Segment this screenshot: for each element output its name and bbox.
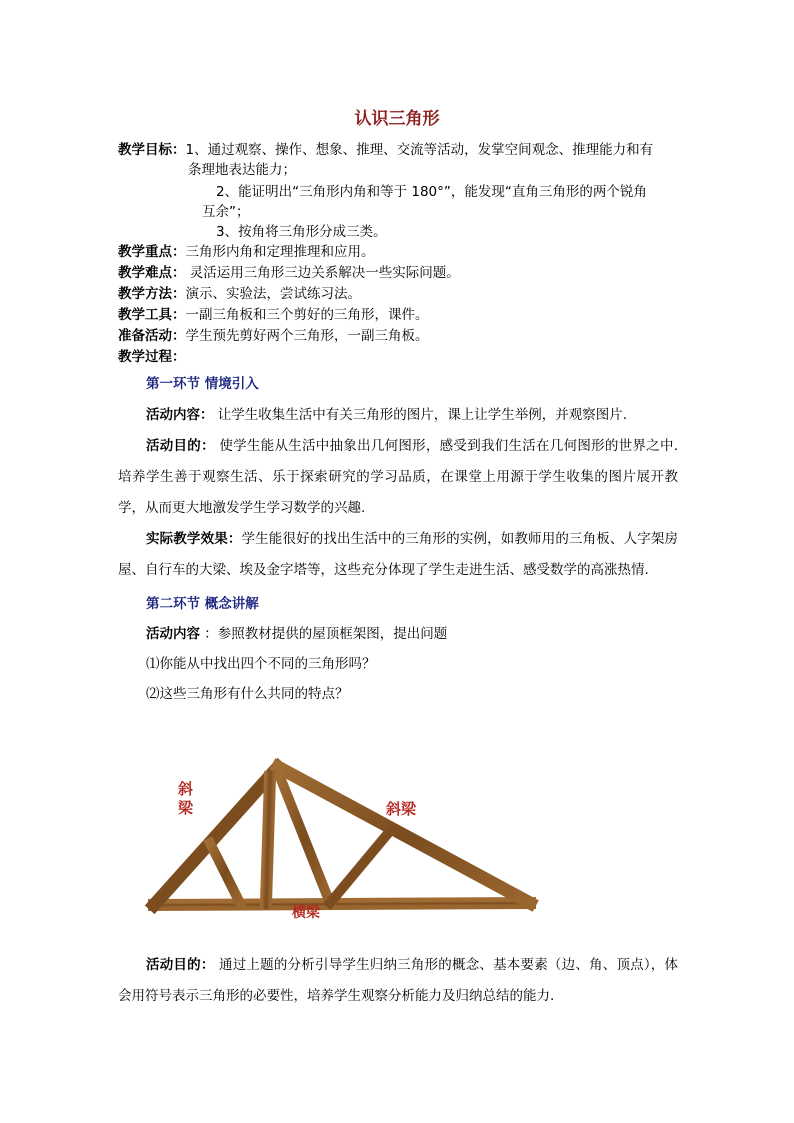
section1-purpose-text: 使学生能从生活中抽象出几何图形，感受到我们生活在几何图形的世界之中. 培养学生善于观察生活、乐于探索研究的学习品质，在课堂上用源于学生收集的图片展开教学，从而更大地激发学生学习数学的兴趣.	[118, 438, 678, 516]
section1-content-text: 让学生收集生活中有关三角形的图片，课上让学生举例，并观察图片.	[213, 407, 628, 423]
key-point	[118, 242, 375, 262]
truss-label-left-2: 梁	[178, 799, 194, 817]
objectives-text-1: 1、通过观察、操作、想象、推理、交流等活动，发掌空间观念、推理能力和有	[185, 142, 654, 158]
prep-label: 准备活动：	[118, 328, 186, 344]
truss-web-4	[330, 831, 390, 903]
section1-purpose	[118, 431, 678, 524]
section2-question-1: ⑴你能从中找出四个不同的三角形吗？	[146, 656, 376, 672]
methods-label: 教学方法：	[118, 286, 186, 302]
truss-web-2	[266, 777, 270, 903]
methods	[118, 284, 361, 304]
objectives-line-1	[118, 140, 653, 160]
objectives-label: 教学目标：	[118, 142, 186, 158]
section1-content	[118, 400, 678, 431]
tools	[118, 305, 429, 325]
section2-question-2: ⑵这些三角形有什么共同的特点？	[146, 686, 349, 702]
section1-effect-text: 学生能很好的找出生活中的三角形的实例，如教师用的三角板、人字架房屋、自行车的大梁、埃及金字塔等，这些充分体现了学生走进生活、感受数学的高涨热情.	[118, 531, 679, 578]
prep	[118, 326, 429, 346]
difficulty	[118, 263, 460, 283]
truss-bottom-beam	[154, 903, 530, 905]
section2-content	[146, 624, 447, 644]
truss-label-right: 斜梁	[386, 800, 417, 818]
methods-text: 演示、实验法，尝试练习法。	[185, 286, 361, 302]
section2-content-label: 活动内容	[146, 626, 200, 642]
objectives-line-3: 3、按角将三角形分成三类。	[216, 224, 387, 240]
section1-effect-label: 实际教学效果：	[146, 531, 242, 547]
section1-purpose-label: 活动目的：	[146, 438, 215, 454]
section1-content-label: 活动内容：	[146, 407, 214, 423]
objectives-line-2: 2、能证明出“三角形内角和等于 180°”，能发现“直角三角形的两个锐角	[216, 184, 647, 200]
objectives-line-2b: 互余”；	[202, 204, 250, 220]
section1-heading: 第一环节 情境引入	[146, 376, 259, 392]
truss-left-rafter	[154, 767, 278, 905]
difficulty-text: 灵活运用三角形三边关系解决一些实际问题。	[185, 265, 460, 281]
section2-content-text: ：参照教材提供的屋顶框架图，提出问题	[200, 626, 448, 642]
difficulty-label: 教学难点：	[118, 265, 186, 281]
tools-text: 一副三角板和三个剪好的三角形，课件。	[185, 307, 429, 323]
page-title: 认识三角形	[354, 109, 440, 129]
section2-purpose	[118, 950, 678, 1012]
tools-label: 教学工具：	[118, 307, 186, 323]
truss-right-rafter	[278, 767, 530, 903]
prep-text: 学生预先剪好两个三角形，一副三角板。	[185, 328, 429, 344]
key-point-text: 三角形内角和定理推理和应用。	[185, 244, 375, 260]
roof-truss-figure	[140, 755, 540, 925]
truss-label-left-1: 斜	[178, 780, 194, 798]
truss-web-1	[210, 843, 240, 903]
section1-effect	[118, 524, 678, 586]
key-point-label: 教学重点：	[118, 244, 186, 260]
process-label: 教学过程：	[118, 349, 186, 365]
section2-purpose-label: 活动目的：	[146, 957, 215, 973]
process	[118, 347, 186, 367]
section2-purpose-text: 通过上题的分析引导学生归纳三角形的概念、基本要素（边、角、顶点），体会用符号表示三角形的必要性，培养学生观察分析能力及归纳总结的能力.	[118, 957, 679, 1004]
section2-heading: 第二环节 概念讲解	[146, 596, 259, 612]
truss-label-bottom: 横梁	[292, 905, 320, 921]
objectives-line-1b: 条理地表达能力；	[188, 162, 296, 178]
